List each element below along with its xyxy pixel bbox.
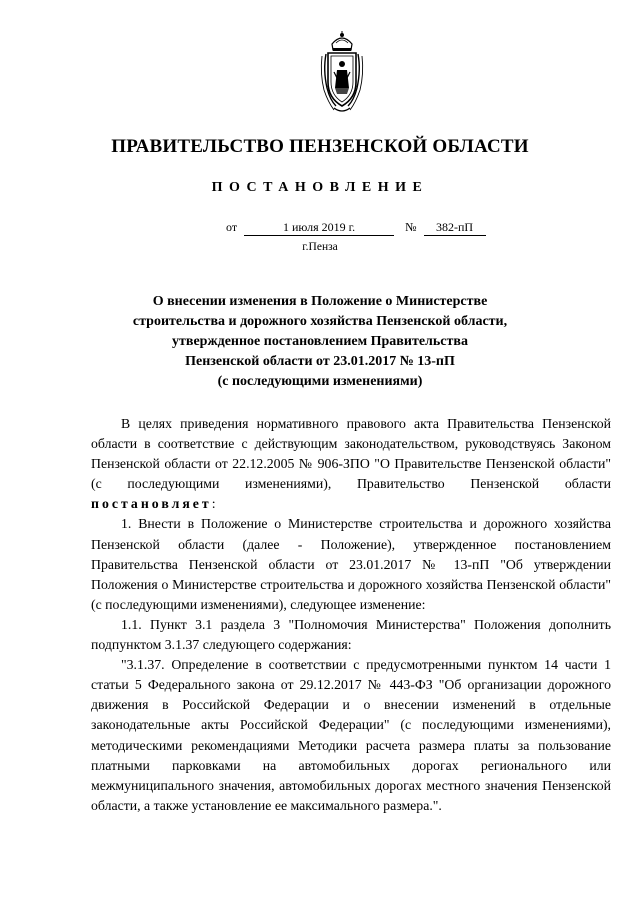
decree-subject — [0, 292, 640, 392]
document-type: ПОСТАНОВЛЕНИЕ — [211, 180, 429, 195]
coat-of-arms-emblem — [318, 30, 366, 114]
subject-line: О внесении изменения в Положение о Министерстве — [152, 294, 488, 309]
number-prefix: № — [405, 220, 417, 234]
item-1-1-paragraph: 1.1. Пункт 3.1 раздела 3 "Полномочия Министерства" Положения дополнить подпунктом 3.1.37 следующего содержания: — [91, 616, 611, 653]
decree-date: 1 июля 2019 г. — [244, 220, 394, 236]
decree-body — [91, 414, 611, 816]
resolves-word: постановляет — [91, 496, 212, 512]
subject-line: утвержденное постановлением Правительства — [172, 334, 468, 349]
item-1-paragraph: 1. Внести в Положение о Министерстве строительства и дорожного хозяйства Пензенской области (далее - Положение), утвержденное постановлением Правительства Пензенской области от 23.01.2017 № 13-пП "Об утверждении Положения о Министерстве строительства и дорожного хозяйства Пензенской области" (с последующими изменениями), следующее изменение: — [91, 516, 611, 612]
preamble-paragraph — [91, 414, 611, 514]
subject-line: (с последующими изменениями) — [217, 374, 423, 389]
preamble-text: В целях приведения нормативного правового акта Правительства Пензенской области в соответствие с действующим законодательством, руководствуясь Законом Пензенской области от 22.12.2005 № 906-ЗПО "О Правительстве Пензенской области" (с последующими изменениями), Правительство Пензенской области — [91, 416, 611, 492]
city: г.Пенза — [302, 241, 338, 253]
resolves-colon: : — [211, 496, 216, 512]
government-title: ПРАВИТЕЛЬСТВО ПЕНЗЕНСКОЙ ОБЛАСТИ — [111, 136, 529, 157]
decree-number: 382-пП — [424, 220, 486, 236]
subject-line: Пензенской области от 23.01.2017 № 13-пП — [185, 354, 455, 369]
date-prefix: от — [226, 220, 238, 234]
subject-line: строительства и дорожного хозяйства Пензенской области, — [132, 314, 508, 329]
decree-meta-row — [226, 220, 486, 236]
item-3-1-37-paragraph: "3.1.37. Определение в соответствии с предусмотренными пунктом 14 части 1 статьи 5 Федерального закона от 29.12.2017 № 443-ФЗ "Об организации дорожного движения в Российской Федерации и о внесении изменений в отдельные законодательные акты Российской Федерации" (с последующими изменениями), методическими рекомендациями Методики расчета размера платы за пользование платными парковками на автомобильных дорогах регионального или межмуниципального значения, автомобильных дорогах местного значения Пензенской области, а также установление ее максимального размера.". — [91, 657, 611, 813]
